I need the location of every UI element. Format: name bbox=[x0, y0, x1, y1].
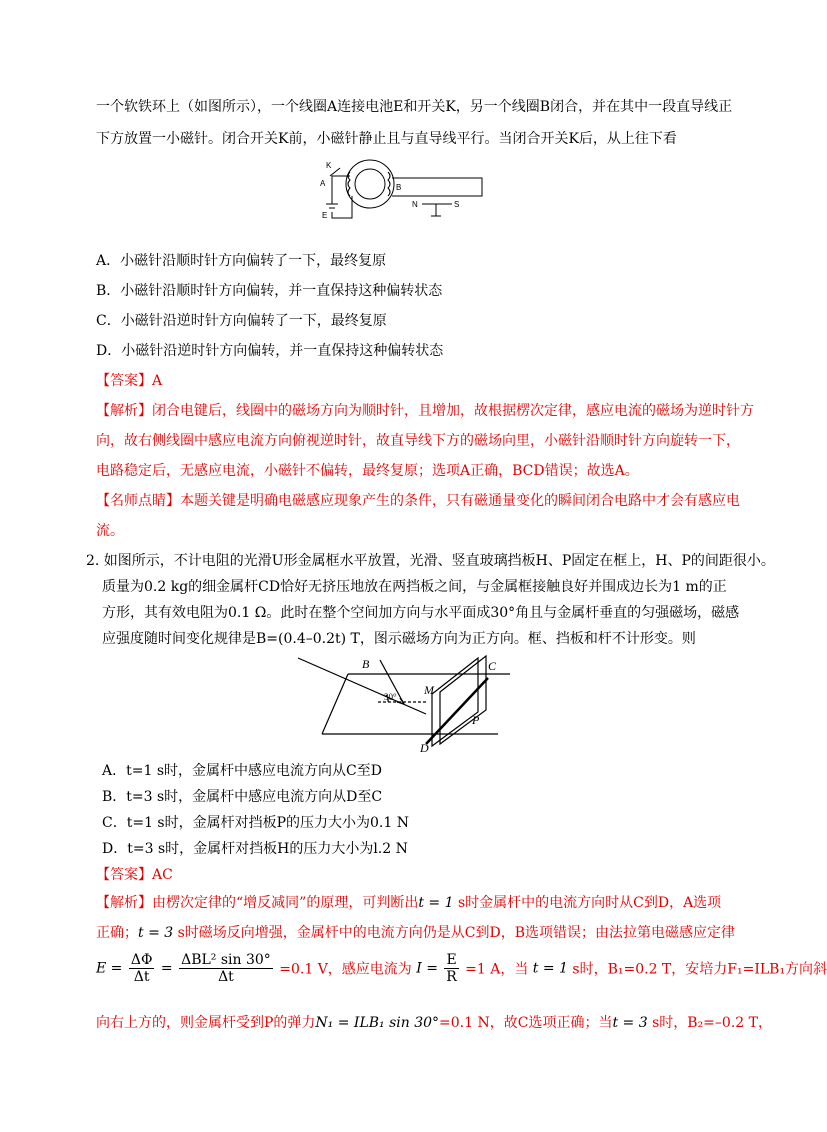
eq-frac-current bbox=[444, 952, 458, 985]
q1-option-d: D．小磁针沿逆时针方向偏转，并一直保持这种偏转状态 bbox=[96, 343, 444, 359]
eq-frac-field-den: Δt bbox=[218, 969, 234, 985]
q2-option-c: C．t=1 s时，金属杆对挡板P的压力大小为0.1 N bbox=[102, 815, 409, 831]
eq-frac-flux-num: ΔΦ bbox=[130, 952, 153, 968]
q2-last-text-a: 向右上方的，则金属杆受到P的弹力 bbox=[96, 1015, 316, 1031]
q2-math-t3b: t = 3 bbox=[612, 1015, 648, 1031]
q1-analysis-line-2: 向，故右侧线圈中感应电流方向俯视逆时针，故直导线下方的磁场向里，小磁针沿顺时针方向旋转一下， bbox=[96, 433, 740, 449]
q1-tip-tag: 【名师点睛】 bbox=[96, 493, 180, 509]
q2-last-text-c: s时，B₂=–0.2 T， bbox=[647, 1015, 772, 1031]
q2-frame-figure bbox=[292, 654, 518, 754]
q2-analysis-tag: 【解析】 bbox=[96, 895, 152, 911]
eq-tail-3: s时，B₁=0.2 T，安培力F₁=ILB₁方向斜 bbox=[572, 961, 827, 978]
eq-frac-flux bbox=[129, 952, 155, 985]
label-s: S bbox=[454, 200, 460, 209]
label-b-field: B bbox=[362, 657, 370, 671]
q2-option-d: D．t=3 s时，金属杆对挡板H的压力大小为l.2 N bbox=[102, 841, 408, 857]
label-b: B bbox=[396, 183, 402, 192]
q2-analysis-text-1a: 由楞次定律的“增反减同”的原理，可判断出 bbox=[152, 895, 419, 911]
eq-frac-current-num: E bbox=[446, 952, 457, 968]
q2-last-text-b: =0.1 N，故C选项正确；当 bbox=[439, 1015, 613, 1031]
q2-math-n1: N₁ = ILB₁ sin 30° bbox=[315, 1015, 440, 1031]
q2-analysis-line-1 bbox=[96, 894, 721, 912]
q1-analysis-text-1: 闭合电键后，线圈中的磁场方向为顺时针，且增加，故根据楞次定律，感应电流的磁场为逆时针方 bbox=[152, 403, 754, 419]
q2-analysis-text-2a: 正确； bbox=[96, 925, 138, 941]
eq-t1: t = 1 bbox=[532, 960, 568, 977]
label-n: N bbox=[412, 200, 418, 209]
q1-analysis-line-3: 电路稳定后，无感应电流，小磁针不偏转，最终复原；选项A正确，BCD错误；故选A。 bbox=[96, 463, 639, 479]
label-p: P bbox=[472, 713, 480, 727]
label-c: C bbox=[488, 659, 497, 673]
q2-math-t1: t = 1 bbox=[418, 895, 454, 911]
q1-tip-line-2: 流。 bbox=[96, 523, 124, 539]
q2-answer: 【答案】AC bbox=[96, 867, 173, 883]
label-d: D bbox=[420, 741, 429, 755]
eq-equals: = bbox=[160, 960, 173, 977]
eq-tail-1: =0.1 V，感应电流为 bbox=[279, 961, 412, 978]
q1-answer: 【答案】A bbox=[96, 373, 163, 389]
q1-analysis-tag: 【解析】 bbox=[96, 403, 152, 419]
q2-stem-line-1: 2. 如图所示，不计电阻的光滑U形金属框水平放置，光滑、竖直玻璃挡板H、P固定在框上，H、P的间距很小。 bbox=[86, 553, 775, 569]
label-e: E bbox=[322, 211, 328, 220]
eq-frac-field-num: ΔBL² sin 30° bbox=[181, 952, 271, 968]
eq-e-label: E = bbox=[96, 960, 123, 977]
q1-analysis-line-1 bbox=[96, 402, 754, 420]
q1-option-c: C．小磁针沿逆时针方向偏转了一下，最终复原 bbox=[96, 313, 387, 329]
label-angle: 30° bbox=[384, 692, 397, 702]
q2-equation-line bbox=[96, 952, 827, 985]
label-a: A bbox=[320, 179, 326, 188]
eq-frac-flux-den: Δt bbox=[133, 969, 150, 985]
q2-stem-line-4: 应强度随时间变化规律是B=(0.4–0.2t) T，图示磁场方向为正方向。框、挡板和杆不计形变。则 bbox=[102, 631, 696, 647]
q1-tip-text-1: 本题关键是明确电磁感应现象产生的条件，只有磁通量变化的瞬间闭合电路中才会有感应电 bbox=[180, 493, 740, 509]
q1-tip-line-1 bbox=[96, 492, 740, 510]
eq-tail-2: =1 A，当 bbox=[465, 961, 529, 978]
eq-i-label: I = bbox=[416, 960, 438, 977]
q2-last-line bbox=[96, 1014, 772, 1032]
eq-frac-field bbox=[179, 952, 273, 985]
eq-frac-current-den: R bbox=[446, 969, 457, 985]
label-k: K bbox=[326, 161, 332, 170]
q2-analysis-line-2 bbox=[96, 924, 735, 942]
q2-stem-line-2: 质量为0.2 kg的细金属杆CD恰好无挤压地放在两挡板之间，与金属框接触良好并围成边长为1 m的正 bbox=[102, 579, 727, 595]
q1-option-a: A．小磁针沿顺时针方向偏转了一下，最终复原 bbox=[96, 253, 387, 269]
q2-stem-line-3: 方形，其有效电阻为0.1 Ω。此时在整个空间加方向与水平面成30°角且与金属杆垂直的匀强磁场，磁感 bbox=[102, 605, 740, 621]
q1-stem-line-2: 下方放置一小磁针。闭合开关K前，小磁针静止且与直导线平行。当闭合开关K后，从上往下看 bbox=[96, 131, 677, 147]
q2-analysis-text-1b: s时金属杆中的电流方向时从C到D，A选项 bbox=[453, 895, 722, 911]
q2-option-a: A．t=1 s时，金属杆中感应电流方向从C至D bbox=[102, 763, 382, 779]
q1-option-b: B．小磁针沿顺时针方向偏转，并一直保持这种偏转状态 bbox=[96, 283, 443, 299]
label-m: M bbox=[424, 683, 434, 697]
q2-option-b: B．t=3 s时，金属杆中感应电流方向从D至C bbox=[102, 789, 383, 805]
q2-math-t3: t = 3 bbox=[138, 925, 174, 941]
q1-circuit-figure bbox=[312, 156, 488, 224]
q2-analysis-text-2b: s时磁场反向增强，金属杆中的电流方向仍是从C到D，B选项错误；由法拉第电磁感应定律 bbox=[173, 925, 736, 941]
q1-stem-line-1: 一个软铁环上（如图所示），一个线圈A连接电池E和开关K，另一个线圈B闭合，并在其中一段直导线正 bbox=[96, 99, 733, 115]
